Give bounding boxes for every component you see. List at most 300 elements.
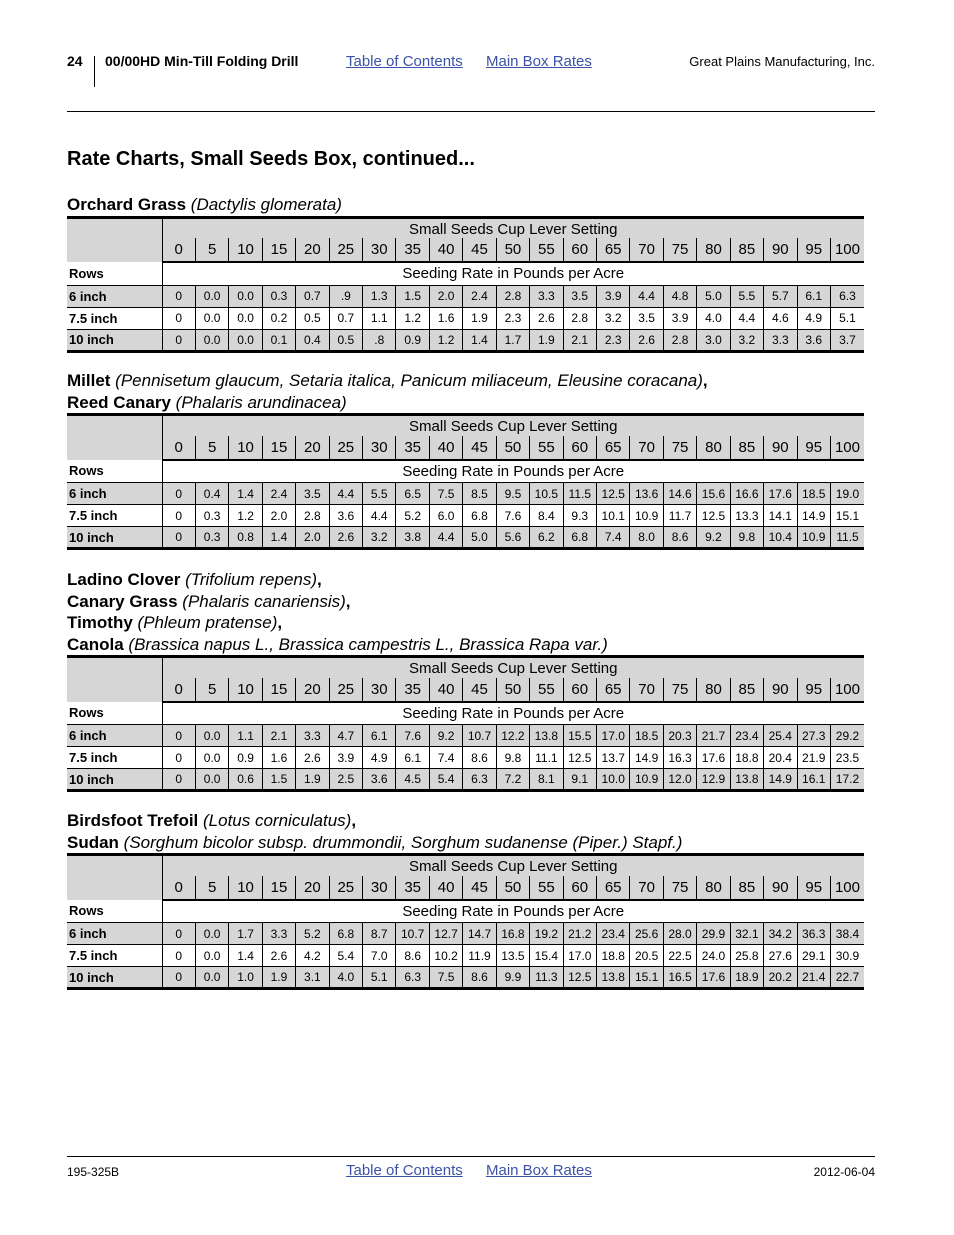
rate-value: 4.4 — [630, 285, 663, 307]
rate-value: 16.6 — [730, 483, 763, 505]
setting-value: 100 — [830, 876, 864, 900]
rate-value: 5.1 — [830, 307, 864, 329]
rate-value: 10.7 — [396, 923, 429, 945]
rate-value: 20.2 — [764, 967, 797, 989]
rate-value: 22.7 — [830, 967, 864, 989]
rate-value: 8.6 — [463, 967, 496, 989]
rate-value: 3.0 — [697, 329, 730, 351]
rate-value: 0.0 — [195, 923, 228, 945]
cup-setting-label: Small Seeds Cup Lever Setting — [162, 415, 864, 436]
rate-value: 10.2 — [429, 945, 462, 967]
rate-value: 17.2 — [830, 769, 864, 791]
setting-value: 55 — [530, 238, 563, 262]
rate-value: 5.5 — [730, 285, 763, 307]
cup-setting-label: Small Seeds Cup Lever Setting — [162, 657, 864, 678]
rate-value: 5.7 — [764, 285, 797, 307]
title-separator: , — [351, 811, 357, 830]
rate-value: 29.9 — [697, 923, 730, 945]
rate-value: 19.2 — [530, 923, 563, 945]
rate-value: 18.8 — [596, 945, 629, 967]
setting-value: 10 — [229, 436, 262, 460]
rate-value: 6.3 — [463, 769, 496, 791]
rate-value: 11.3 — [530, 967, 563, 989]
seeding-rate-label: Seeding Rate in Pounds per Acre — [162, 900, 864, 923]
rate-value: 20.4 — [764, 747, 797, 769]
table-row — [67, 285, 864, 307]
rate-value: 4.0 — [329, 967, 362, 989]
rate-value: 8.5 — [463, 483, 496, 505]
rate-value: 12.0 — [663, 769, 696, 791]
setting-value: 60 — [563, 678, 596, 702]
section-title-line — [67, 612, 864, 634]
setting-value: 55 — [530, 876, 563, 900]
section-title-line — [67, 591, 864, 613]
section-title-line — [67, 194, 864, 216]
rate-value: 1.4 — [463, 329, 496, 351]
corner-cell — [67, 657, 162, 702]
rate-value: 17.6 — [697, 747, 730, 769]
rate-value: 2.0 — [296, 527, 329, 549]
rate-value: 6.0 — [429, 505, 462, 527]
rate-value: 1.9 — [296, 769, 329, 791]
rate-value: 0.7 — [329, 307, 362, 329]
setting-value: 35 — [396, 436, 429, 460]
setting-value: 100 — [830, 436, 864, 460]
rate-value: 5.2 — [396, 505, 429, 527]
rate-value: 9.9 — [496, 967, 529, 989]
rate-value: 2.6 — [630, 329, 663, 351]
setting-value: 35 — [396, 876, 429, 900]
rate-value: 18.8 — [730, 747, 763, 769]
rate-value: 0 — [162, 329, 195, 351]
rate-value: 15.1 — [630, 967, 663, 989]
rate-value: 1.6 — [429, 307, 462, 329]
header-rule — [67, 111, 875, 112]
rate-value: 9.8 — [496, 747, 529, 769]
rate-value: 9.8 — [730, 527, 763, 549]
row-spacing-label: 6 inch — [67, 923, 162, 945]
rate-value: 0 — [162, 285, 195, 307]
rate-value: 5.6 — [496, 527, 529, 549]
common-name: Birdsfoot Trefoil — [67, 811, 199, 830]
rate-value: .8 — [363, 329, 396, 351]
setting-value: 75 — [663, 678, 696, 702]
setting-value: 30 — [363, 876, 396, 900]
setting-value: 90 — [764, 678, 797, 702]
setting-value: 45 — [463, 436, 496, 460]
setting-value: 85 — [730, 876, 763, 900]
rate-value: 0.0 — [195, 769, 228, 791]
rate-value: 1.9 — [463, 307, 496, 329]
rate-value: 15.1 — [830, 505, 864, 527]
rate-value: 0 — [162, 307, 195, 329]
rate-value: 1.7 — [496, 329, 529, 351]
rate-value: 7.6 — [496, 505, 529, 527]
rate-value: 0.0 — [195, 967, 228, 989]
rate-value: 13.3 — [730, 505, 763, 527]
rate-value: 18.5 — [630, 725, 663, 747]
rate-value: 19.0 — [830, 483, 864, 505]
setting-value: 45 — [463, 876, 496, 900]
rate-value: 0.0 — [229, 285, 262, 307]
rate-value: 12.5 — [697, 505, 730, 527]
rate-value: 4.4 — [429, 527, 462, 549]
rate-value: 16.8 — [496, 923, 529, 945]
rate-value: 10.9 — [630, 769, 663, 791]
rate-chart-section — [67, 194, 864, 353]
setting-value: 60 — [563, 238, 596, 262]
setting-value: 5 — [195, 436, 228, 460]
rate-value: 1.4 — [262, 527, 295, 549]
rate-value: 3.6 — [797, 329, 830, 351]
setting-value: 95 — [797, 678, 830, 702]
setting-value: 30 — [363, 678, 396, 702]
rate-value: 21.9 — [797, 747, 830, 769]
rate-value: 8.1 — [530, 769, 563, 791]
cup-setting-label: Small Seeds Cup Lever Setting — [162, 217, 864, 238]
cup-setting-label: Small Seeds Cup Lever Setting — [162, 855, 864, 876]
rate-value: 2.6 — [329, 527, 362, 549]
rate-value: 13.6 — [630, 483, 663, 505]
rate-value: 18.5 — [797, 483, 830, 505]
rate-value: 9.5 — [496, 483, 529, 505]
rate-value: 12.9 — [697, 769, 730, 791]
setting-value: 0 — [162, 238, 195, 262]
rate-chart-section — [67, 810, 864, 990]
setting-value: 85 — [730, 678, 763, 702]
document-number: 195-325B — [67, 1165, 120, 1179]
rate-value: 0.0 — [195, 285, 228, 307]
setting-value: 90 — [764, 436, 797, 460]
rate-value: 0 — [162, 483, 195, 505]
rate-value: 7.5 — [429, 483, 462, 505]
setting-value: 30 — [363, 436, 396, 460]
section-title-line — [67, 392, 864, 414]
rate-value: 2.3 — [596, 329, 629, 351]
rate-value: 5.1 — [363, 967, 396, 989]
setting-value: 10 — [229, 238, 262, 262]
row-spacing-label: 7.5 inch — [67, 307, 162, 329]
setting-value: 50 — [496, 678, 529, 702]
rate-value: 2.6 — [296, 747, 329, 769]
rate-value: 0.0 — [195, 747, 228, 769]
setting-value: 40 — [429, 876, 462, 900]
common-name: Canary Grass — [67, 591, 178, 611]
setting-value: 80 — [697, 678, 730, 702]
rate-value: 5.2 — [296, 923, 329, 945]
common-name: Reed Canary — [67, 392, 171, 412]
setting-value: 90 — [764, 876, 797, 900]
rate-value: 17.6 — [764, 483, 797, 505]
rate-value: 0.2 — [262, 307, 295, 329]
rate-value: 0.3 — [195, 505, 228, 527]
setting-value: 5 — [195, 876, 228, 900]
seeding-rate-table — [67, 216, 864, 353]
corner-cell — [67, 855, 162, 900]
main-box-rates-link[interactable]: Main Box Rates — [486, 53, 592, 70]
rate-value: 16.5 — [663, 967, 696, 989]
setting-value: 10 — [229, 678, 262, 702]
scientific-name: (Dactylis glomerata) — [186, 195, 342, 214]
header-divider — [94, 56, 95, 87]
setting-value: 80 — [697, 238, 730, 262]
rate-value: 0 — [162, 923, 195, 945]
rate-value: 0 — [162, 945, 195, 967]
rate-value: 1.1 — [229, 725, 262, 747]
rate-value: 24.0 — [697, 945, 730, 967]
rate-value: 3.7 — [830, 329, 864, 351]
rate-value: 8.6 — [463, 747, 496, 769]
rate-value: 3.6 — [329, 505, 362, 527]
rate-value: 0 — [162, 505, 195, 527]
cup-setting-header-row — [67, 855, 864, 876]
setting-value: 75 — [663, 876, 696, 900]
rate-value: 10.4 — [764, 527, 797, 549]
table-of-contents-link[interactable]: Table of Contents — [346, 53, 463, 70]
common-name: Ladino Clover — [67, 570, 181, 589]
setting-value: 15 — [262, 436, 295, 460]
rate-value: 13.5 — [496, 945, 529, 967]
rate-value: 0.7 — [296, 285, 329, 307]
document-date: 2012-06-04 — [813, 1165, 875, 1179]
rate-value: 1.5 — [262, 769, 295, 791]
rate-value: 16.3 — [663, 747, 696, 769]
setting-value: 15 — [262, 678, 295, 702]
setting-value: 55 — [530, 678, 563, 702]
table-row — [67, 483, 864, 505]
setting-value: 85 — [730, 238, 763, 262]
setting-value: 50 — [496, 876, 529, 900]
scientific-name: (Sorghum bicolor subsp. drummondii, Sorghum sudanense (Piper.) Stapf.) — [118, 832, 683, 852]
rate-value: 28.0 — [663, 923, 696, 945]
rows-label: Rows — [67, 262, 162, 285]
cup-setting-header-row — [67, 657, 864, 678]
rate-value: 20.5 — [630, 945, 663, 967]
rate-value: 0.8 — [229, 527, 262, 549]
rate-value: 2.0 — [429, 285, 462, 307]
rate-value: 4.6 — [764, 307, 797, 329]
rate-value: 1.2 — [229, 505, 262, 527]
rate-value: 3.5 — [630, 307, 663, 329]
common-name: Millet — [67, 371, 111, 390]
rate-value: 2.6 — [262, 945, 295, 967]
setting-value: 50 — [496, 238, 529, 262]
rate-value: 3.9 — [596, 285, 629, 307]
setting-value: 15 — [262, 876, 295, 900]
rate-value: 3.1 — [296, 967, 329, 989]
rate-value: 6.3 — [830, 285, 864, 307]
rate-value: 15.5 — [563, 725, 596, 747]
setting-value: 40 — [429, 238, 462, 262]
section-title-line — [67, 810, 864, 832]
rate-value: 9.3 — [563, 505, 596, 527]
common-name: Timothy — [67, 613, 133, 632]
rate-value: 3.5 — [563, 285, 596, 307]
rate-value: 21.2 — [563, 923, 596, 945]
rate-value: 12.5 — [596, 483, 629, 505]
rate-value: 10.1 — [596, 505, 629, 527]
rate-value: 4.9 — [363, 747, 396, 769]
rows-label: Rows — [67, 900, 162, 923]
rate-value: 2.0 — [262, 505, 295, 527]
table-row — [67, 527, 864, 549]
table-row — [67, 505, 864, 527]
scientific-name: (Trifolium repens) — [180, 570, 318, 589]
setting-value: 5 — [195, 238, 228, 262]
rate-value: 4.8 — [663, 285, 696, 307]
rate-value: 36.3 — [797, 923, 830, 945]
seeding-rate-label: Seeding Rate in Pounds per Acre — [162, 460, 864, 483]
setting-value: 70 — [630, 436, 663, 460]
rate-value: 6.1 — [396, 747, 429, 769]
setting-value: 45 — [463, 238, 496, 262]
document-title: 00/00HD Min-Till Folding Drill — [105, 53, 299, 69]
setting-value: 0 — [162, 876, 195, 900]
scientific-name: (Lotus corniculatus) — [198, 811, 352, 830]
setting-value: 30 — [363, 238, 396, 262]
rate-value: 8.7 — [363, 923, 396, 945]
rate-value: 11.1 — [530, 747, 563, 769]
setting-value: 65 — [596, 436, 629, 460]
rate-value: 3.2 — [596, 307, 629, 329]
footer-table-of-contents-link[interactable]: Table of Contents — [346, 1162, 463, 1179]
row-spacing-label: 6 inch — [67, 285, 162, 307]
rate-value: 4.4 — [329, 483, 362, 505]
title-separator: , — [702, 371, 708, 390]
rate-value: 7.4 — [429, 747, 462, 769]
setting-value: 60 — [563, 876, 596, 900]
setting-value: 90 — [764, 238, 797, 262]
footer-main-box-rates-link[interactable]: Main Box Rates — [486, 1162, 592, 1179]
rate-value: 0.6 — [229, 769, 262, 791]
rate-value: 38.4 — [830, 923, 864, 945]
rate-value: 0.3 — [195, 527, 228, 549]
setting-value: 85 — [730, 436, 763, 460]
setting-value: 0 — [162, 678, 195, 702]
rows-label-row — [67, 702, 864, 725]
setting-value: 45 — [463, 678, 496, 702]
rate-value: 10.5 — [530, 483, 563, 505]
section-title-line — [67, 832, 864, 854]
rate-value: 2.6 — [530, 307, 563, 329]
settings-row — [67, 238, 864, 262]
scientific-name: (Phalaris canariensis) — [177, 591, 346, 611]
setting-value: 65 — [596, 678, 629, 702]
cup-setting-header-row — [67, 217, 864, 238]
rate-value: 14.7 — [463, 923, 496, 945]
rate-value: 0 — [162, 967, 195, 989]
settings-row — [67, 436, 864, 460]
table-row — [67, 307, 864, 329]
rate-value: 1.3 — [363, 285, 396, 307]
setting-value: 40 — [429, 678, 462, 702]
setting-value: 20 — [296, 238, 329, 262]
row-spacing-label: 10 inch — [67, 329, 162, 351]
setting-value: 70 — [630, 238, 663, 262]
rate-value: 2.5 — [329, 769, 362, 791]
seeding-rate-label: Seeding Rate in Pounds per Acre — [162, 262, 864, 285]
rate-value: .9 — [329, 285, 362, 307]
setting-value: 70 — [630, 876, 663, 900]
rate-value: 23.4 — [730, 725, 763, 747]
rate-chart-section — [67, 569, 864, 792]
rate-value: 0.0 — [195, 329, 228, 351]
rate-value: 34.2 — [764, 923, 797, 945]
rate-value: 0.0 — [195, 725, 228, 747]
rate-value: 17.0 — [596, 725, 629, 747]
setting-value: 55 — [530, 436, 563, 460]
rate-value: 16.1 — [797, 769, 830, 791]
rate-value: 0.0 — [229, 329, 262, 351]
rate-value: 2.4 — [463, 285, 496, 307]
rate-value: 1.5 — [396, 285, 429, 307]
rate-value: 0.9 — [229, 747, 262, 769]
rate-value: 14.9 — [797, 505, 830, 527]
rate-value: 7.0 — [363, 945, 396, 967]
rate-value: 3.6 — [363, 769, 396, 791]
setting-value: 35 — [396, 238, 429, 262]
rate-value: 7.6 — [396, 725, 429, 747]
rate-value: 6.1 — [363, 725, 396, 747]
rate-value: 1.4 — [229, 945, 262, 967]
rate-value: 32.1 — [730, 923, 763, 945]
rate-value: 12.2 — [496, 725, 529, 747]
company-name: Great Plains Manufacturing, Inc. — [689, 54, 875, 69]
rate-value: 1.0 — [229, 967, 262, 989]
setting-value: 100 — [830, 678, 864, 702]
rate-value: 0.4 — [296, 329, 329, 351]
table-row — [67, 945, 864, 967]
scientific-name: (Phalaris arundinacea) — [170, 392, 347, 412]
rate-value: 7.4 — [596, 527, 629, 549]
setting-value: 25 — [329, 238, 362, 262]
setting-value: 25 — [329, 876, 362, 900]
rate-value: 2.8 — [663, 329, 696, 351]
rate-value: 4.0 — [697, 307, 730, 329]
rows-label-row — [67, 262, 864, 285]
rate-value: 2.8 — [296, 505, 329, 527]
rate-value: 11.5 — [563, 483, 596, 505]
setting-value: 25 — [329, 436, 362, 460]
rate-value: 1.6 — [262, 747, 295, 769]
section-title-line — [67, 634, 864, 656]
rate-value: 3.3 — [296, 725, 329, 747]
rate-value: 0 — [162, 725, 195, 747]
rate-value: 1.1 — [363, 307, 396, 329]
table-row — [67, 769, 864, 791]
title-separator: , — [277, 613, 283, 632]
rate-value: 2.4 — [262, 483, 295, 505]
common-name: Sudan — [67, 832, 119, 852]
setting-value: 35 — [396, 678, 429, 702]
rows-label: Rows — [67, 702, 162, 725]
rate-value: 8.0 — [630, 527, 663, 549]
rate-value: 3.2 — [730, 329, 763, 351]
rate-value: 0.3 — [262, 285, 295, 307]
rate-value: 3.3 — [764, 329, 797, 351]
scientific-name: (Pennisetum glaucum, Setaria italica, Panicum miliaceum, Eleusine coracana) — [110, 371, 703, 390]
setting-value: 10 — [229, 876, 262, 900]
rate-value: 14.9 — [630, 747, 663, 769]
setting-value: 80 — [697, 876, 730, 900]
rate-value: 15.4 — [530, 945, 563, 967]
rate-value: 1.9 — [530, 329, 563, 351]
rate-value: 8.6 — [396, 945, 429, 967]
rate-value: 6.5 — [396, 483, 429, 505]
settings-row — [67, 678, 864, 702]
rate-value: 5.4 — [329, 945, 362, 967]
seeding-rate-table — [67, 655, 864, 792]
